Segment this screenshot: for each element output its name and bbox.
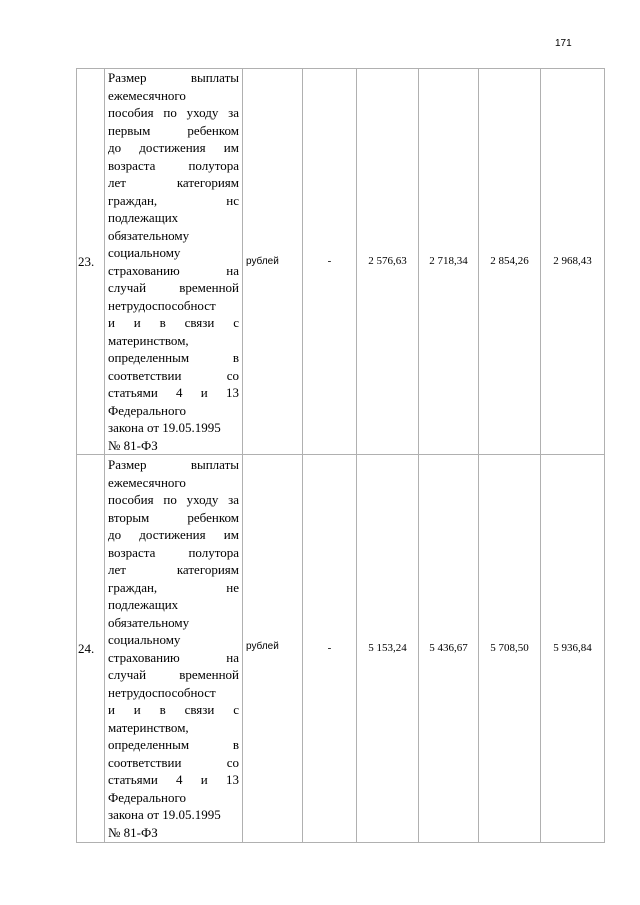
description-line: соответствии со bbox=[108, 367, 239, 383]
description-line: Размер выплаты bbox=[108, 457, 239, 472]
description-line: граждан, нс bbox=[108, 192, 239, 208]
description-line: обязательному bbox=[108, 614, 190, 630]
description-line: закона от 19.05.1995 bbox=[108, 807, 221, 822]
description-line: соответствии со bbox=[108, 754, 239, 770]
page-number: 171 bbox=[555, 38, 572, 49]
description-line: и и в связи с bbox=[108, 315, 239, 330]
description-line: пособия по уходу за bbox=[108, 492, 239, 507]
description-line: ежемесячного bbox=[108, 87, 186, 103]
description-line: статьями 4 и 13 bbox=[108, 772, 239, 787]
description-line: материнством, bbox=[108, 719, 189, 735]
table-row bbox=[77, 455, 605, 843]
description-line: пособия по уходу за bbox=[108, 105, 239, 120]
description-line: Федерального bbox=[108, 402, 187, 418]
row-value-3: 5 708,50 bbox=[479, 455, 541, 843]
description-line: материнством, bbox=[108, 332, 189, 348]
description-line: № 81-ФЗ bbox=[108, 437, 158, 453]
description-line: до достижения им bbox=[108, 527, 239, 542]
description-line: лет категориям bbox=[108, 562, 239, 577]
unit-label: рублей bbox=[246, 255, 279, 267]
description-line: социальному bbox=[108, 632, 181, 647]
description-line: возраста полутора bbox=[108, 544, 239, 560]
description-line: возраста полутора bbox=[108, 157, 239, 173]
row-base-value: - bbox=[303, 69, 357, 455]
unit-label: рублей bbox=[246, 640, 279, 652]
description-line: № 81-ФЗ bbox=[108, 824, 158, 840]
description-line: определенным в bbox=[108, 350, 239, 365]
row-description bbox=[105, 455, 243, 843]
description-line: нетрудоспособност bbox=[108, 684, 216, 700]
row-value-4: 2 968,43 bbox=[541, 69, 605, 455]
row-unit bbox=[243, 69, 303, 455]
description-line: ежемесячного bbox=[108, 474, 186, 490]
description-line: и и в связи с bbox=[108, 702, 239, 717]
row-value-1: 2 576,63 bbox=[357, 69, 419, 455]
row-base-value: - bbox=[303, 455, 357, 843]
description-line: вторым ребенком bbox=[108, 509, 239, 525]
description-line: подлежащих bbox=[108, 210, 179, 225]
description-line: закона от 19.05.1995 bbox=[108, 420, 221, 435]
description-line: нетрудоспособност bbox=[108, 297, 216, 313]
description-line: определенным в bbox=[108, 737, 239, 752]
description-line: страхованию на bbox=[108, 262, 239, 278]
row-value-3: 2 854,26 bbox=[479, 69, 541, 455]
row-value-2: 5 436,67 bbox=[419, 455, 479, 843]
description-line: обязательному bbox=[108, 227, 190, 243]
description-line: социальному bbox=[108, 245, 181, 260]
description-line: случай временной bbox=[108, 667, 239, 682]
row-value-2: 2 718,34 bbox=[419, 69, 479, 455]
description-line: лет категориям bbox=[108, 175, 239, 190]
description-line: до достижения им bbox=[108, 140, 239, 155]
data-table bbox=[76, 68, 605, 843]
row-value-4: 5 936,84 bbox=[541, 455, 605, 843]
description-line: случай временной bbox=[108, 280, 239, 295]
row-number: 23. bbox=[77, 69, 105, 455]
description-line: страхованию на bbox=[108, 649, 239, 665]
row-number: 24. bbox=[77, 455, 105, 843]
description-line: подлежащих bbox=[108, 597, 179, 612]
description-line: граждан, не bbox=[108, 579, 239, 595]
description-line: первым ребенком bbox=[108, 122, 239, 138]
description-line: Размер выплаты bbox=[108, 70, 239, 85]
row-unit bbox=[243, 455, 303, 843]
row-value-1: 5 153,24 bbox=[357, 455, 419, 843]
description-line: Федерального bbox=[108, 789, 187, 805]
description-line: статьями 4 и 13 bbox=[108, 385, 239, 400]
table-row bbox=[77, 69, 605, 455]
row-description bbox=[105, 69, 243, 455]
